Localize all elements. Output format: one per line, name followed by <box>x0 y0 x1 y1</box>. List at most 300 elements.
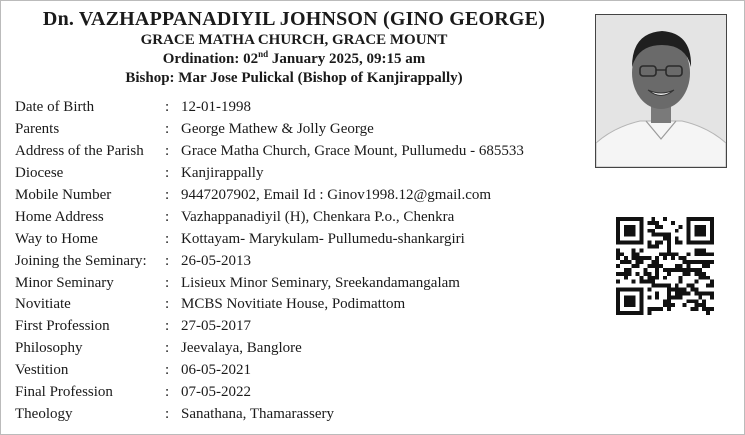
detail-value: MCBS Novitiate House, Podimattom <box>181 296 406 313</box>
qr-module <box>675 291 679 295</box>
qr-module <box>679 264 683 268</box>
qr-module <box>667 303 671 307</box>
qr-module <box>683 291 687 295</box>
detail-label: Final Profession <box>15 384 113 401</box>
qr-module <box>690 299 694 303</box>
portrait-photo-icon <box>596 15 726 167</box>
qr-module <box>628 295 632 299</box>
qr-module <box>687 241 691 245</box>
detail-row <box>15 360 615 382</box>
qr-module <box>616 241 620 245</box>
qr-module <box>632 256 636 260</box>
detail-row <box>15 141 615 163</box>
qr-module <box>667 288 671 292</box>
ordination-line <box>9 50 579 69</box>
qr-module <box>694 241 698 245</box>
qr-module <box>683 272 687 276</box>
qr-module <box>698 276 702 280</box>
qr-module <box>651 264 655 268</box>
qr-module <box>679 291 683 295</box>
qr-module <box>647 272 651 276</box>
qr-module <box>655 291 659 295</box>
detail-row <box>15 119 615 141</box>
qr-module <box>640 303 644 307</box>
qr-module <box>655 284 659 288</box>
qr-module <box>620 272 624 276</box>
qr-module <box>647 256 651 260</box>
qr-module <box>616 303 620 307</box>
qr-module <box>624 272 628 276</box>
qr-module <box>647 307 651 311</box>
qr-module <box>624 276 628 280</box>
church-name: GRACE MATHA CHURCH, GRACE MOUNT <box>140 32 448 48</box>
qr-module <box>616 295 620 299</box>
qr-module <box>616 256 620 260</box>
qr-module <box>710 284 714 288</box>
qr-module <box>655 233 659 237</box>
qr-module <box>675 284 679 288</box>
qr-module <box>694 229 698 233</box>
qr-module <box>643 272 647 276</box>
qr-module <box>640 248 644 252</box>
qr-module <box>640 307 644 311</box>
detail-colon: : <box>165 318 170 335</box>
qr-module <box>683 288 687 292</box>
qr-module <box>687 264 691 268</box>
qr-module <box>636 241 640 245</box>
detail-colon: : <box>165 187 170 203</box>
qr-module <box>636 217 640 221</box>
qr-module <box>671 303 675 307</box>
qr-module <box>706 264 710 268</box>
qr-module <box>687 291 691 295</box>
qr-module <box>643 256 647 260</box>
detail-colon: : <box>165 208 170 225</box>
detail-value: George Mathew & Jolly George <box>181 121 374 138</box>
qr-module <box>636 311 640 315</box>
qr-module <box>694 299 698 303</box>
detail-colon: : <box>165 99 170 116</box>
detail-label: Parents <box>15 121 60 138</box>
detail-row <box>15 272 615 294</box>
qr-module <box>632 280 636 284</box>
qr-module <box>647 276 651 280</box>
detail-row <box>15 97 615 119</box>
qr-module <box>698 303 702 307</box>
detail-value: Jeevalaya, Banglore <box>181 340 302 357</box>
qr-module <box>616 264 620 268</box>
detail-colon: : <box>165 384 170 401</box>
qr-module <box>640 241 644 245</box>
qr-module <box>632 311 636 315</box>
qr-module <box>698 252 702 256</box>
qr-module <box>659 233 663 237</box>
qr-module <box>659 225 663 229</box>
qr-module <box>659 264 663 268</box>
qr-module <box>698 248 702 252</box>
qr-module <box>671 268 675 272</box>
qr-module <box>632 299 636 303</box>
qr-module <box>659 241 663 245</box>
qr-module <box>675 241 679 245</box>
qr-module <box>702 307 706 311</box>
qr-module <box>624 256 628 260</box>
qr-module <box>616 299 620 303</box>
detail-value: Vazhappanadiyil (H), Chenkara P.o., Chenkra <box>181 208 455 225</box>
qr-module <box>640 237 644 241</box>
detail-colon: : <box>165 340 170 357</box>
qr-module <box>640 276 644 280</box>
qr-module <box>679 241 683 245</box>
detail-label: Theology <box>15 405 73 422</box>
qr-module <box>675 252 679 256</box>
qr-module <box>628 299 632 303</box>
detail-colon: : <box>165 252 170 269</box>
qr-module <box>663 217 667 221</box>
qr-module <box>632 264 636 268</box>
qr-module <box>679 268 683 272</box>
qr-module <box>655 225 659 229</box>
qr-module <box>651 229 655 233</box>
detail-label: Vestition <box>15 362 69 379</box>
detail-row <box>15 316 615 338</box>
qr-module <box>702 299 706 303</box>
detail-colon: : <box>165 296 170 313</box>
qr-module <box>651 307 655 311</box>
qr-module <box>706 276 710 280</box>
qr-module <box>628 272 632 276</box>
qr-module <box>694 307 698 311</box>
qr-module <box>679 288 683 292</box>
qr-module <box>698 233 702 237</box>
qr-module <box>624 241 628 245</box>
qr-module <box>628 260 632 264</box>
qr-module <box>687 284 691 288</box>
qr-module <box>655 256 659 260</box>
qr-module <box>694 303 698 307</box>
qr-module <box>667 272 671 276</box>
detail-label: Joining the Seminary: <box>15 252 147 269</box>
detail-value: Kottayam- Marykulam- Pullumedu-shankargiri <box>181 230 465 247</box>
qr-module <box>710 225 714 229</box>
qr-module <box>655 264 659 268</box>
qr-module <box>640 291 644 295</box>
detail-row <box>15 338 615 360</box>
qr-module <box>624 295 628 299</box>
detail-value: 12-01-1998 <box>181 99 251 116</box>
qr-module <box>663 237 667 241</box>
detail-colon: : <box>165 165 170 182</box>
qr-module <box>671 252 675 256</box>
qr-module <box>659 252 663 256</box>
qr-module <box>616 307 620 311</box>
qr-module <box>702 248 706 252</box>
qr-module <box>683 268 687 272</box>
details-list <box>15 97 615 425</box>
qr-module <box>690 217 694 221</box>
qr-module <box>667 268 671 272</box>
qr-module <box>620 311 624 315</box>
qr-module <box>702 241 706 245</box>
qr-module <box>651 276 655 280</box>
qr-module <box>698 229 702 233</box>
qr-module <box>647 264 651 268</box>
qr-module <box>706 260 710 264</box>
qr-module <box>702 225 706 229</box>
qr-module <box>640 225 644 229</box>
detail-row <box>15 294 615 316</box>
qr-module <box>647 244 651 248</box>
qr-module <box>616 252 620 256</box>
qr-module <box>663 233 667 237</box>
detail-row <box>15 163 615 185</box>
qr-module <box>687 217 691 221</box>
qr-module <box>710 252 714 256</box>
qr-module <box>620 241 624 245</box>
qr-module <box>667 252 671 256</box>
qr-module <box>675 229 679 233</box>
qr-module <box>640 311 644 315</box>
qr-module <box>616 217 620 221</box>
qr-module <box>667 307 671 311</box>
qr-code-icon <box>616 217 714 315</box>
qr-module <box>640 295 644 299</box>
qr-module <box>640 233 644 237</box>
detail-row <box>15 250 615 272</box>
qr-module <box>616 288 620 292</box>
qr-module <box>632 252 636 256</box>
qr-module <box>628 268 632 272</box>
qr-module <box>628 233 632 237</box>
qr-module <box>710 221 714 225</box>
detail-colon: : <box>165 121 170 138</box>
qr-module <box>651 217 655 221</box>
qr-module <box>640 217 644 221</box>
qr-module <box>710 291 714 295</box>
detail-value: 27-05-2017 <box>181 318 251 335</box>
qr-module <box>663 303 667 307</box>
qr-module <box>675 237 679 241</box>
deacon-name: Dn. VAZHAPPANADIYIL JOHNSON (GINO GEORGE) <box>42 8 546 30</box>
qr-module <box>698 295 702 299</box>
qr-module <box>647 280 651 284</box>
qr-module <box>710 307 714 311</box>
qr-module <box>710 295 714 299</box>
qr-module <box>675 295 679 299</box>
qr-module <box>675 264 679 268</box>
detail-value: Sanathana, Thamarassery <box>181 405 334 422</box>
qr-module <box>667 237 671 241</box>
qr-module <box>667 248 671 252</box>
qr-module <box>663 299 667 303</box>
qr-module <box>616 311 620 315</box>
qr-module <box>636 260 640 264</box>
qr-module <box>690 288 694 292</box>
qr-module <box>698 225 702 229</box>
qr-module <box>710 280 714 284</box>
detail-colon: : <box>165 405 170 422</box>
qr-module <box>694 268 698 272</box>
qr-module <box>663 256 667 260</box>
qr-module <box>710 260 714 264</box>
qr-module <box>628 229 632 233</box>
qr-module <box>636 256 640 260</box>
qr-module <box>687 260 691 264</box>
qr-module <box>651 244 655 248</box>
qr-module <box>636 288 640 292</box>
qr-module <box>640 280 644 284</box>
qr-module <box>694 280 698 284</box>
qr-module <box>702 264 706 268</box>
qr-module <box>620 217 624 221</box>
detail-label: Philosophy <box>15 340 83 357</box>
qr-module <box>616 225 620 229</box>
qr-module <box>643 280 647 284</box>
qr-module <box>667 241 671 245</box>
qr-module <box>651 280 655 284</box>
qr-module <box>643 268 647 272</box>
qr-module <box>620 260 624 264</box>
detail-colon: : <box>165 362 170 379</box>
qr-module <box>616 280 620 284</box>
qr-module <box>690 284 694 288</box>
qr-module <box>694 252 698 256</box>
qr-module <box>628 288 632 292</box>
qr-module <box>640 256 644 260</box>
qr-module <box>687 221 691 225</box>
qr-module <box>632 288 636 292</box>
qr-module <box>632 248 636 252</box>
qr-module <box>667 299 671 303</box>
qr-module <box>632 233 636 237</box>
qr-module <box>628 217 632 221</box>
qr-module <box>694 248 698 252</box>
qr-module <box>624 311 628 315</box>
qr-module <box>671 295 675 299</box>
qr-module <box>698 272 702 276</box>
qr-module <box>683 303 687 307</box>
ordination-sup: nd <box>258 49 269 59</box>
qr-module <box>679 295 683 299</box>
qr-module <box>671 256 675 260</box>
qr-module <box>687 229 691 233</box>
qr-module <box>694 225 698 229</box>
qr-module <box>698 217 702 221</box>
qr-module <box>655 276 659 280</box>
qr-module <box>628 241 632 245</box>
qr-module <box>659 284 663 288</box>
qr-module <box>624 217 628 221</box>
qr-module <box>624 260 628 264</box>
qr-module <box>628 311 632 315</box>
qr-module <box>706 284 710 288</box>
qr-module <box>667 284 671 288</box>
qr-module <box>667 295 671 299</box>
qr-module <box>663 276 667 280</box>
detail-value: 26-05-2013 <box>181 252 251 269</box>
qr-module <box>616 272 620 276</box>
qr-module <box>702 260 706 264</box>
qr-module <box>616 221 620 225</box>
qr-module <box>702 276 706 280</box>
qr-module <box>624 233 628 237</box>
ordination-suffix: January 2025, 09:15 am <box>268 51 426 67</box>
qr-module <box>683 256 687 260</box>
detail-label: Mobile Number <box>15 187 112 203</box>
qr-module <box>687 237 691 241</box>
qr-module <box>675 288 679 292</box>
qr-module <box>655 272 659 276</box>
qr-module <box>640 288 644 292</box>
qr-module <box>655 307 659 311</box>
qr-module <box>702 291 706 295</box>
qr-module <box>624 268 628 272</box>
qr-module <box>647 295 651 299</box>
qr-module <box>636 264 640 268</box>
detail-row <box>15 206 615 228</box>
qr-module <box>620 252 624 256</box>
qr-module <box>710 217 714 221</box>
qr-module <box>651 260 655 264</box>
qr-module <box>628 303 632 307</box>
detail-row <box>15 382 615 404</box>
qr-module <box>706 241 710 245</box>
detail-colon: : <box>165 143 170 160</box>
qr-module <box>632 295 636 299</box>
qr-module <box>687 252 691 256</box>
detail-label: First Profession <box>15 318 110 335</box>
qr-module <box>663 284 667 288</box>
qr-module <box>679 276 683 280</box>
qr-module <box>659 307 663 311</box>
qr-module <box>647 221 651 225</box>
qr-module <box>647 229 651 233</box>
qr-module <box>640 260 644 264</box>
qr-module <box>663 252 667 256</box>
qr-module <box>628 225 632 229</box>
qr-module <box>694 217 698 221</box>
qr-module <box>632 229 636 233</box>
qr-module <box>647 311 651 315</box>
qr-module <box>710 241 714 245</box>
qr-module <box>651 233 655 237</box>
qr-module <box>694 272 698 276</box>
qr-module <box>620 288 624 292</box>
detail-value: Lisieux Minor Seminary, Sreekandamangalam <box>181 274 460 291</box>
detail-label: Way to Home <box>15 230 98 247</box>
qr-module <box>671 288 675 292</box>
qr-module <box>624 303 628 307</box>
qr-module <box>706 307 710 311</box>
qr-module <box>710 229 714 233</box>
qr-module <box>702 303 706 307</box>
detail-label: Diocese <box>15 165 64 182</box>
qr-module <box>616 248 620 252</box>
qr-module <box>655 241 659 245</box>
detail-label: Address of the Parish <box>15 143 144 160</box>
qr-module <box>675 268 679 272</box>
qr-module <box>651 284 655 288</box>
detail-value: Grace Matha Church, Grace Mount, Pullumedu - 685533 <box>181 143 524 160</box>
qr-module <box>647 288 651 292</box>
detail-colon: : <box>165 230 170 247</box>
qr-module <box>706 311 710 315</box>
qr-module <box>694 288 698 292</box>
qr-module <box>710 233 714 237</box>
qr-module <box>690 241 694 245</box>
qr-module <box>687 233 691 237</box>
qr-module <box>702 252 706 256</box>
